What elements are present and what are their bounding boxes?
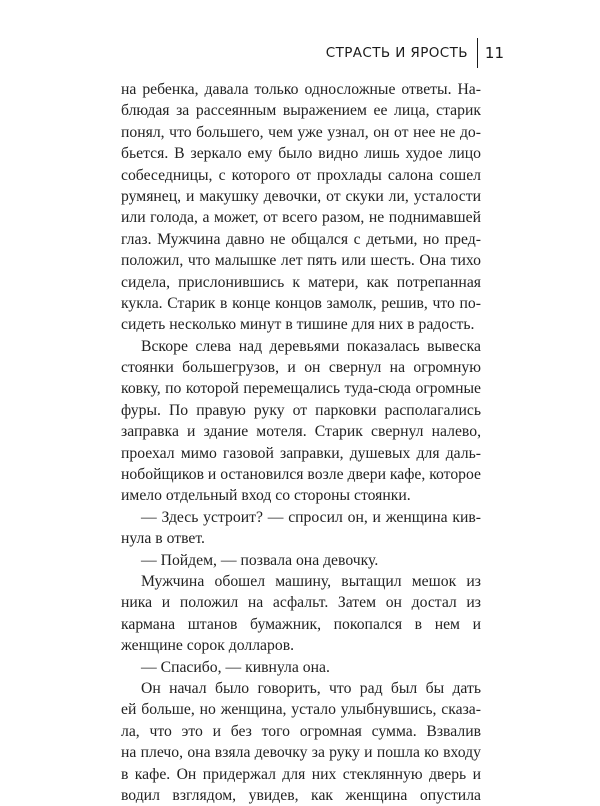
text-line: сидела, прислонившись к матери, как потрепанная — [121, 273, 481, 291]
text-line: положил, что малышке лет пять или шесть. Она тихо — [121, 252, 481, 270]
text-line: стоянки большегрузов, и он свернул на огромную — [121, 359, 481, 377]
text-line: блюдая за рассеянным выражением ее лица, старик — [121, 102, 481, 120]
text-line: бьется. В зеркало ему было видно лишь худое лицо — [121, 145, 481, 163]
text-line: на ребенка, давала только односложные ответы. На- — [121, 81, 481, 98]
text-line: ей больше, но женщина, устало улыбнувшись, сказа- — [121, 701, 481, 719]
text-line: нобойщиков и остановился возле двери кафе, которое — [121, 466, 481, 484]
text-line: кармана штанов бумажник, покопался в нем и — [121, 615, 481, 633]
text-line: — Пойдем, — позвала она девочку. — [141, 551, 379, 569]
running-title: СТРАСТЬ И ЯРОСТЬ — [325, 45, 468, 61]
text-line: ла, что это и без того огромная сумма. Взвалив — [121, 722, 481, 740]
body-text — [121, 79, 481, 806]
text-line: Вскоре слева над деревьями показалась вывеска — [141, 337, 481, 355]
text-line: ника и положил на асфальт. Затем он достал из — [121, 594, 481, 612]
text-line: Он начал было говорить, что рад был бы дать — [141, 679, 481, 697]
text-line: фуры. По правую руку от парковки располагались — [121, 401, 481, 419]
text-line: проехал мимо газовой заправки, душевых для даль- — [121, 444, 481, 462]
text-line: женщине сорок долларов. — [121, 637, 295, 655]
text-line: — Здесь устроит? — спросил он, и женщина кив- — [141, 508, 481, 526]
text-line: румянец, и макушку девочки, от скуки ли, усталости — [121, 187, 481, 205]
text-line: водил взглядом, увидев, как женщина опустила — [121, 786, 481, 804]
text-line: Мужчина обошел машину, вытащил мешок из — [141, 572, 481, 590]
page-header — [326, 38, 504, 68]
text-line: кукла. Старик в конце концов замолк, решив, что по- — [121, 294, 481, 312]
text-line: имело отдельный вход со стороны стоянки. — [121, 487, 411, 505]
text-line: — Спасибо, — кивнула она. — [141, 658, 330, 676]
text-line: заправка и здание мотеля. Старик свернул налево, — [121, 423, 481, 441]
text-line: собеседницы, с которого от прохлады салона сошел — [121, 166, 481, 184]
page-number: 11 — [484, 44, 504, 62]
text-line: нула в ответ. — [121, 530, 205, 548]
text-line: в кафе. Он придержал для них стеклянную дверь и — [121, 765, 481, 783]
text-line: понял, что большего, чем уже узнал, он от нее не до- — [121, 123, 481, 141]
text-line: или голода, а может, от всего разом, не поднимавшей — [121, 209, 481, 227]
text-line: на плечо, она взяла девочку за руку и пошла ко входу — [121, 744, 481, 762]
text-line: сидеть несколько минут в тишине для них в радость. — [121, 316, 475, 334]
text-line: ковку, по которой перемещались туда-сюда огромные — [121, 380, 481, 398]
text-line: глаз. Мужчина давно не общался с детьми, но пред- — [121, 230, 481, 248]
